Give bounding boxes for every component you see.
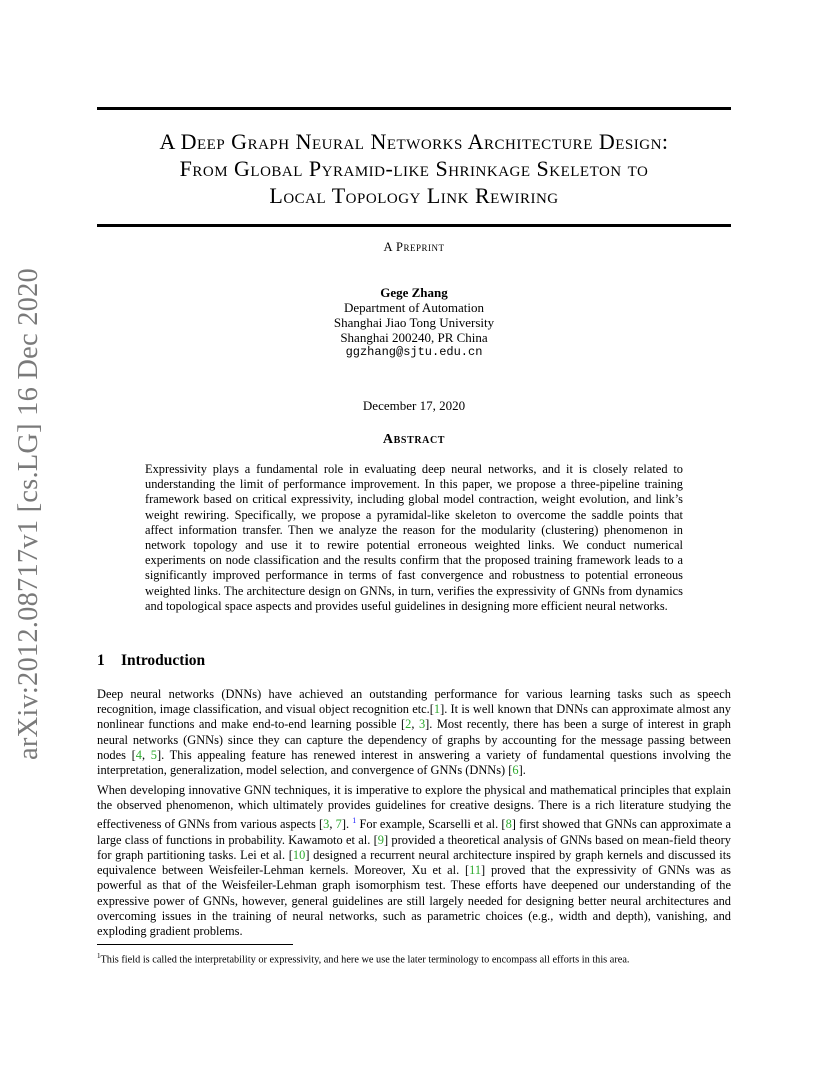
footnote <box>97 950 731 966</box>
citation-link[interactable]: 11 <box>469 863 482 878</box>
title-rule-top <box>97 107 731 110</box>
author-name: Gege Zhang <box>380 285 448 300</box>
footnote-ref[interactable]: 1 <box>352 816 357 826</box>
citation-link[interactable]: 7 <box>335 817 342 832</box>
footnote-text: This field is called the interpretability or expressivity, and here we use the later terminology to encompass all efforts in this area. <box>100 954 630 966</box>
abstract-heading: Abstract <box>382 432 446 447</box>
citation-link[interactable]: 8 <box>505 817 512 832</box>
author-address: Shanghai 200240, PR China <box>340 330 488 345</box>
citation-link[interactable]: 6 <box>512 763 519 778</box>
citation-link[interactable]: 4 <box>135 747 142 762</box>
text-run: ] designed a recurrent neural architecture inspired by graph kernels and discussed its equivalence between Weisfeiler-Lehman kernels. Moreover, Xu et al. [ <box>97 847 731 878</box>
author-department: Department of Automation <box>343 300 485 315</box>
paper-date: December 17, 2020 <box>362 398 466 413</box>
title-rule-bottom <box>97 224 731 227</box>
text-run: ]. <box>341 817 353 832</box>
abstract-text: Expressivity plays a fundamental role in evaluating deep neural networks, and it is closely related to understanding the limit of performance improvement. In this paper, we propose a three-pipeline training framework based on critical expressivity, including global model contraction, weight evolution, and link’s weight rewiring. Specifically, we propose a pyramidal-like skeleton to overcome the saddle points that affect information transfer. Then we analyze the reason for the modularity (clustering) phenomenon in network topology and use it to rewire potential erroneous weighted links. We conduct numerical experiments on node classification and the results confirm that the proposed training framework leads to a significantly improved performance in terms of fast convergence and robustness to potential erroneous weighted links. The architecture design on GNNs, in turn, verifies the expressivity of GNNs from dynamics and topological space aspects and provides useful guidelines in designing more efficient neural networks. <box>145 462 683 613</box>
text-run: ] proved that the expressivity of GNNs was as powerful as that of the Weisfeiler-Lehman graph isomorphism test. These efforts have deepened our understanding of the expressive power of GNNs, however, general guidelines are still largely needed for designing better neural architectures and overcoming issues in the training of neural networks, such as parametric choices (e.g., width and depth), vanishing, and exploding gradient problems. <box>97 863 731 938</box>
citation-link[interactable]: 10 <box>292 847 306 862</box>
citation-link[interactable]: 1 <box>433 702 441 717</box>
text-run: Deep neural networks (DNNs) have achieved an outstanding performance for various learning tasks such as speech recognition, image classification, and visual object recognition etc.[ <box>97 687 731 717</box>
author-email[interactable]: ggzhang@sjtu.edu.cn <box>345 345 483 359</box>
text-run: ]. <box>518 763 526 778</box>
text-run: , <box>329 817 336 832</box>
text-run: ] first showed that GNNs can approximate a large class of functions in probability. Kawamoto et al. [ <box>97 817 731 847</box>
author-university: Shanghai Jiao Tong University <box>333 315 495 330</box>
citation-link[interactable]: 3 <box>323 817 330 832</box>
section-title: Introduction <box>121 652 206 669</box>
preprint-label: A Preprint <box>383 240 445 254</box>
citation-link[interactable]: 3 <box>418 717 426 732</box>
author-block <box>0 285 828 360</box>
text-run: For example, Scarselli et al. [ <box>356 817 506 832</box>
citation-link[interactable]: 9 <box>377 832 384 847</box>
section-number: 1 <box>97 652 105 669</box>
title-line-1: A Deep Graph Neural Networks Architecture Design: <box>159 129 669 154</box>
text-run: When developing innovative GNN techniques, it is imperative to explore the physical and mathematical principles that explain the observed phenomenon, which ultimately provides guidelines for creative designs. There is a rich literature studying the effectiveness of GNNs from various aspects [ <box>97 783 731 832</box>
arxiv-stamp: arXiv:2012.08717v1 [cs.LG] 16 Dec 2020 <box>13 267 44 760</box>
text-run: ] provided a theoretical analysis of GNNs based on mean-field theory for graph partitioning tasks. Lei et al. [ <box>97 832 731 862</box>
text-run: ]. Most recently, there has been a surge of interest in graph neural networks (GNNs) since they can capture the dependency of graphs by accounting for the message passing between nodes [ <box>97 717 731 762</box>
title-line-2: From Global Pyramid-like Shrinkage Skeleton to <box>179 156 649 181</box>
citation-link[interactable]: 5 <box>150 747 157 762</box>
intro-paragraph-2 <box>97 783 731 939</box>
intro-paragraph-1 <box>97 687 731 778</box>
citation-link[interactable]: 2 <box>405 717 412 732</box>
text-run: , <box>141 747 151 762</box>
footnote-rule <box>97 944 293 945</box>
text-run: , <box>411 717 419 732</box>
paper-title <box>97 128 731 209</box>
footnote-mark: 1 <box>97 952 101 960</box>
section-heading <box>97 652 205 670</box>
text-run: ]. This appealing feature has renewed interest in answering a variety of fundamental questions involving the interpretation, generalization, model selection, and convergence of GNNs (DNNs) [ <box>97 747 731 778</box>
text-run: ]. It is well known that DNNs can approximate almost any nonlinear functions and make end-to-end learning possible [ <box>97 702 731 732</box>
title-line-3: Local Topology Link Rewiring <box>269 183 559 208</box>
